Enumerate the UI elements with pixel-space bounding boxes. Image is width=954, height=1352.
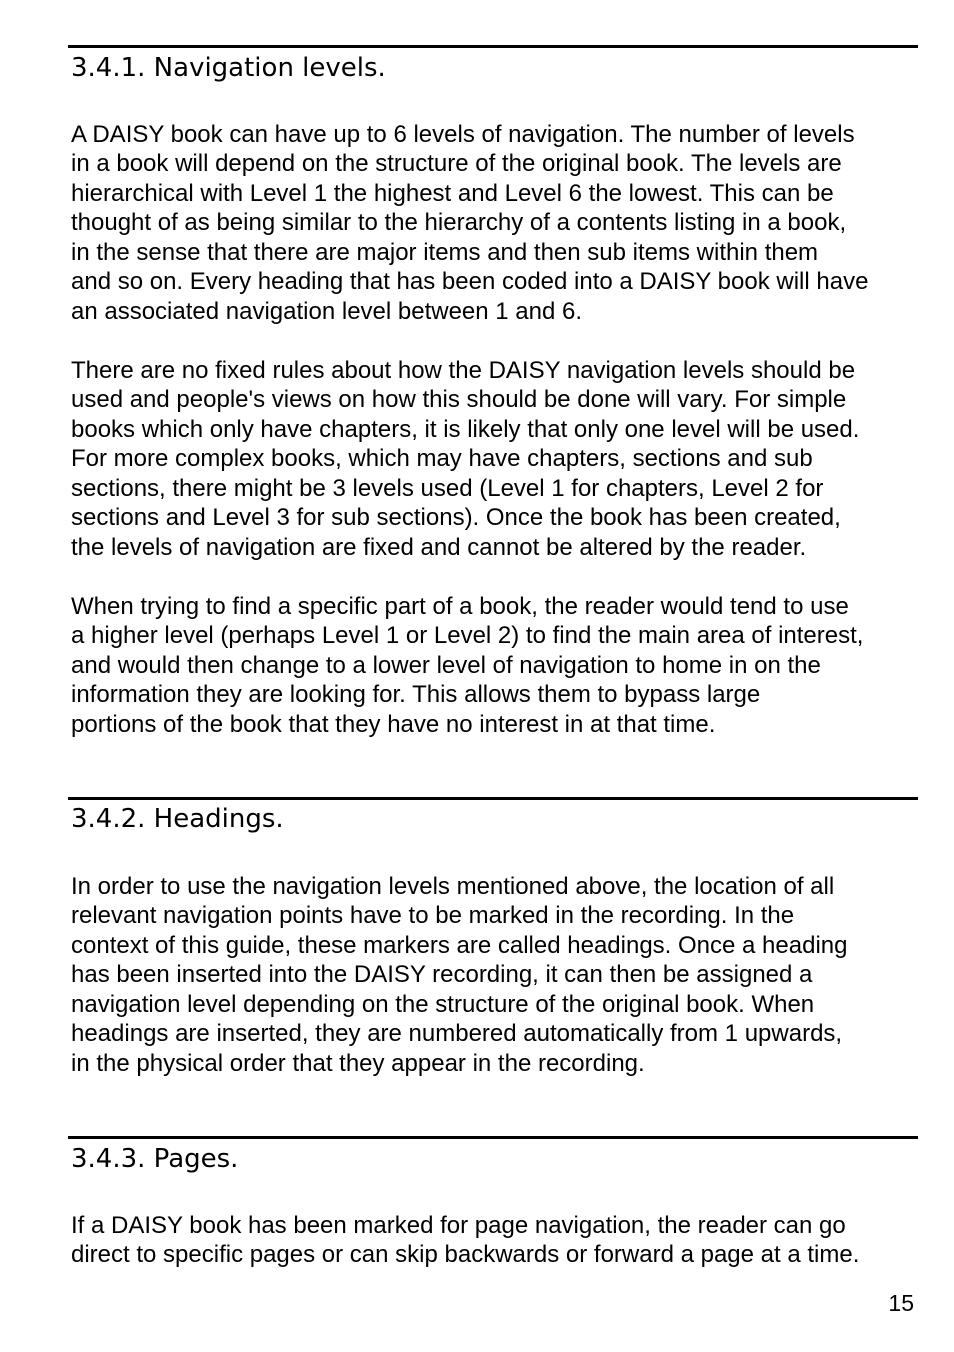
- text-line: the levels of navigation are fixed and cannot be altered by the reader.: [71, 533, 807, 561]
- text-line: In order to use the navigation levels mentioned above, the location of all: [71, 873, 835, 900]
- page-number: 15: [888, 1290, 914, 1316]
- text-line: an associated navigation level between 1 and 6.: [71, 297, 583, 325]
- text-line: used and people's views on how this should be done will vary. For simple: [71, 386, 847, 414]
- text-line: If a DAISY book has been marked for page navigation, the reader can go: [71, 1212, 846, 1239]
- section-divider: [68, 45, 918, 48]
- text-line: sections and Level 3 for sub sections). Once the book has been created,: [71, 504, 841, 532]
- text-line: thought of as being similar to the hierarchy of a contents listing in a book,: [71, 209, 847, 237]
- text-line: sections, there might be 3 levels used (Level 1 for chapters, Level 2 for: [71, 474, 824, 502]
- text-line: context of this guide, these markers are called headings. Once a heading: [71, 931, 848, 959]
- section-divider: [68, 797, 918, 800]
- text-line: A DAISY book can have up to 6 levels of navigation. The number of levels: [71, 121, 855, 148]
- paragraph: [71, 120, 868, 326]
- text-line: in the physical order that they appear in the recording.: [71, 1049, 645, 1077]
- text-line: in the sense that there are major items and then sub items within them: [71, 238, 819, 266]
- text-line: relevant navigation points have to be marked in the recording. In the: [71, 902, 795, 930]
- text-line: When trying to find a specific part of a book, the reader would tend to use: [71, 593, 849, 620]
- text-line: headings are inserted, they are numbered automatically from 1 upwards,: [71, 1020, 843, 1048]
- text-line: For more complex books, which may have chapters, sections and sub: [71, 445, 813, 473]
- paragraph: [71, 1211, 859, 1270]
- section-heading: 3.4.1. Navigation levels.: [71, 53, 386, 83]
- paragraph: [71, 592, 863, 739]
- text-line: and would then change to a lower level of navigation to home in on the: [71, 651, 821, 679]
- paragraph: [71, 356, 859, 562]
- text-line: a higher level (perhaps Level 1 or Level 2) to find the main area of interest,: [71, 622, 864, 650]
- section-heading: 3.4.3. Pages.: [71, 1144, 239, 1174]
- text-line: in a book will depend on the structure of the original book. The levels are: [71, 150, 842, 178]
- text-line: There are no fixed rules about how the DAISY navigation levels should be: [71, 357, 856, 384]
- text-line: information they are looking for. This allows them to bypass large: [71, 681, 761, 709]
- text-line: navigation level depending on the structure of the original book. When: [71, 990, 815, 1018]
- text-line: and so on. Every heading that has been coded into a DAISY book will have: [71, 268, 869, 296]
- paragraph: [71, 872, 847, 1078]
- section-divider: [68, 1136, 918, 1139]
- text-line: books which only have chapters, it is likely that only one level will be used.: [71, 415, 860, 443]
- text-line: has been inserted into the DAISY recording, it can then be assigned a: [71, 961, 813, 989]
- section-heading: 3.4.2. Headings.: [71, 804, 284, 834]
- text-line: direct to specific pages or can skip backwards or forward a page at a time.: [71, 1241, 860, 1269]
- text-line: hierarchical with Level 1 the highest and Level 6 the lowest. This can be: [71, 179, 834, 207]
- text-line: portions of the book that they have no interest in at that time.: [71, 710, 716, 738]
